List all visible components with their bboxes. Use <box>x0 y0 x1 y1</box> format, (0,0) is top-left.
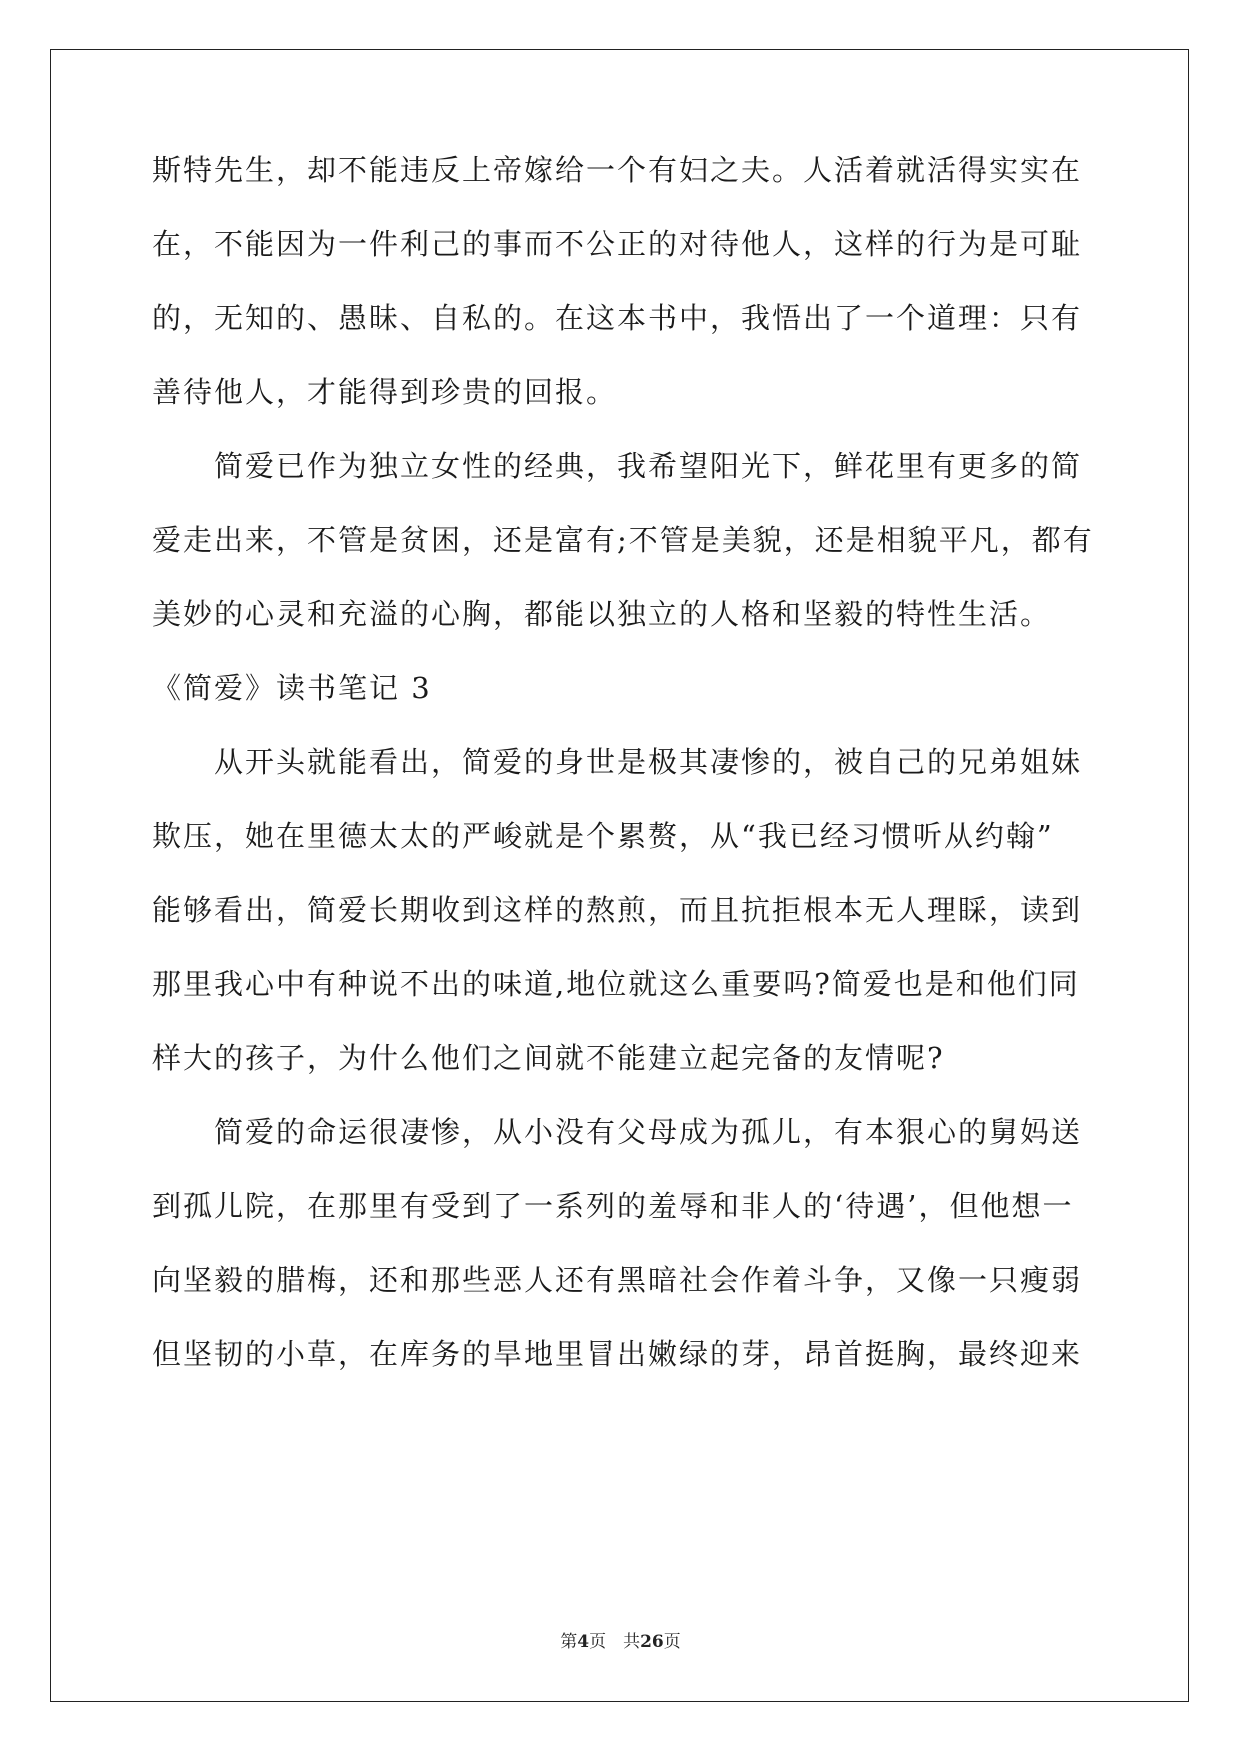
text-line: 简爱已作为独立女性的经典，我希望阳光下，鲜花里有更多的简 <box>152 449 1083 483</box>
text-line: 那里我心中有种说不出的味道,地位就这么重要吗?简爱也是和他们同 <box>152 967 1080 1001</box>
text-line: 的，无知的、愚昧、自私的。在这本书中，我悟出了一个道理：只有 <box>152 301 1083 335</box>
text-line: 向坚毅的腊梅，还和那些恶人还有黑暗社会作着斗争，又像一只瘦弱 <box>152 1263 1083 1297</box>
page-footer <box>0 1627 1241 1652</box>
text-line: 在，不能因为一件利己的事而不公正的对待他人，这样的行为是可耻 <box>152 227 1083 261</box>
text-line: 能够看出，简爱长期收到这样的熬煎，而且抗拒根本无人理睬，读到 <box>152 893 1083 927</box>
text-line: 简爱的命运很凄惨，从小没有父母成为孤儿，有本狠心的舅妈送 <box>152 1115 1083 1149</box>
page-total: 26 <box>640 1632 664 1652</box>
text-line: 斯特先生，却不能违反上帝嫁给一个有妇之夫。人活着就活得实实在 <box>152 153 1083 187</box>
text-line: 但坚韧的小草，在库务的旱地里冒出嫩绿的芽，昂首挺胸，最终迎来 <box>152 1337 1083 1371</box>
page-number: 4 <box>577 1632 590 1652</box>
text-line: 从开头就能看出，简爱的身世是极其凄惨的，被自己的兄弟姐妹 <box>152 745 1083 779</box>
text-line: 爱走出来，不管是贫困，还是富有;不管是美貌，还是相貌平凡，都有 <box>152 523 1094 557</box>
text-line: 美妙的心灵和充溢的心胸，都能以独立的人格和坚毅的特性生活。 <box>152 597 1052 631</box>
footer-prefix: 第 <box>560 1632 578 1652</box>
text-line: 样大的孩子，为什么他们之间就不能建立起完备的友情呢? <box>152 1041 945 1075</box>
text-line: 到孤儿院，在那里有受到了一系列的羞辱和非人的‘待遇’，但他想一 <box>152 1189 1074 1223</box>
page-border <box>50 49 1189 1702</box>
text-line: 善待他人，才能得到珍贵的回报。 <box>152 375 618 409</box>
footer-mid: 页 共 <box>589 1632 641 1652</box>
section-heading: 《简爱》读书笔记 3 <box>152 671 432 705</box>
text-line: 欺压，她在里德太太的严峻就是个累赘，从“我已经习惯听从约翰” <box>152 819 1054 853</box>
footer-suffix: 页 <box>663 1632 681 1652</box>
